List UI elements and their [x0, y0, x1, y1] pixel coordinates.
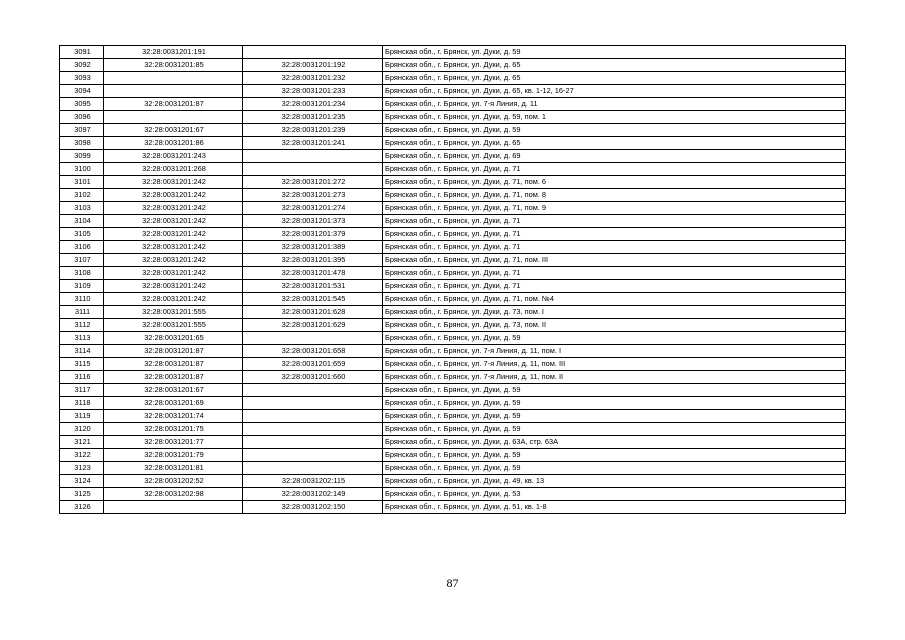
cadastral-number-cell: 32:28:0031201:65 — [104, 332, 243, 345]
cadastral-number-cell: 32:28:0031201:67 — [104, 124, 243, 137]
row-number-cell: 3106 — [60, 241, 104, 254]
object-cadastral-number-cell: 32:28:0031201:373 — [243, 215, 383, 228]
address-cell: Брянская обл., г. Брянск, ул. Дуки, д. 71 — [383, 163, 846, 176]
address-cell: Брянская обл., г. Брянск, ул. 7-я Линия, д. 11 — [383, 98, 846, 111]
object-cadastral-number-cell — [243, 397, 383, 410]
cadastral-number-cell: 32:28:0031201:87 — [104, 98, 243, 111]
row-number-cell: 3116 — [60, 371, 104, 384]
address-cell: Брянская обл., г. Брянск, ул. Дуки, д. 73, пом. II — [383, 319, 846, 332]
object-cadastral-number-cell: 32:28:0031201:379 — [243, 228, 383, 241]
table-row — [60, 358, 846, 371]
row-number-cell: 3098 — [60, 137, 104, 150]
object-cadastral-number-cell: 32:28:0031201:658 — [243, 345, 383, 358]
cadastral-number-cell: 32:28:0031201:243 — [104, 150, 243, 163]
object-cadastral-number-cell — [243, 163, 383, 176]
table-row — [60, 501, 846, 514]
table-row — [60, 202, 846, 215]
address-cell: Брянская обл., г. Брянск, ул. Дуки, д. 65 — [383, 137, 846, 150]
row-number-cell: 3111 — [60, 306, 104, 319]
row-number-cell: 3114 — [60, 345, 104, 358]
table-row — [60, 371, 846, 384]
row-number-cell: 3123 — [60, 462, 104, 475]
object-cadastral-number-cell — [243, 46, 383, 59]
cadastral-number-cell: 32:28:0031201:242 — [104, 267, 243, 280]
table-row — [60, 176, 846, 189]
address-cell: Брянская обл., г. Брянск, ул. Дуки, д. 53 — [383, 488, 846, 501]
address-cell: Брянская обл., г. Брянск, ул. Дуки, д. 63А, стр. 63А — [383, 436, 846, 449]
object-cadastral-number-cell: 32:28:0031201:660 — [243, 371, 383, 384]
cadastral-number-cell: 32:28:0031201:242 — [104, 215, 243, 228]
row-number-cell: 3096 — [60, 111, 104, 124]
row-number-cell: 3110 — [60, 293, 104, 306]
object-cadastral-number-cell: 32:28:0031201:241 — [243, 137, 383, 150]
object-cadastral-number-cell — [243, 410, 383, 423]
address-cell: Брянская обл., г. Брянск, ул. Дуки, д. 59 — [383, 410, 846, 423]
address-cell: Брянская обл., г. Брянск, ул. Дуки, д. 71 — [383, 215, 846, 228]
row-number-cell: 3093 — [60, 72, 104, 85]
cadastral-number-cell: 32:28:0031201:85 — [104, 59, 243, 72]
object-cadastral-number-cell: 32:28:0031202:149 — [243, 488, 383, 501]
cadastral-number-cell: 32:28:0031201:555 — [104, 306, 243, 319]
cadastral-number-cell: 32:28:0031201:242 — [104, 176, 243, 189]
address-cell: Брянская обл., г. Брянск, ул. Дуки, д. 71, пом. III — [383, 254, 846, 267]
cadastral-number-cell: 32:28:0031201:87 — [104, 371, 243, 384]
cadastral-number-cell: 32:28:0031201:242 — [104, 241, 243, 254]
object-cadastral-number-cell: 32:28:0031201:659 — [243, 358, 383, 371]
row-number-cell: 3091 — [60, 46, 104, 59]
cadastral-number-cell: 32:28:0031201:555 — [104, 319, 243, 332]
row-number-cell: 3120 — [60, 423, 104, 436]
table-row — [60, 436, 846, 449]
cadastral-number-cell: 32:28:0031201:69 — [104, 397, 243, 410]
address-cell: Брянская обл., г. Брянск, ул. Дуки, д. 59 — [383, 384, 846, 397]
address-cell: Брянская обл., г. Брянск, ул. Дуки, д. 71 — [383, 241, 846, 254]
object-cadastral-number-cell — [243, 462, 383, 475]
object-cadastral-number-cell: 32:28:0031201:545 — [243, 293, 383, 306]
table-row — [60, 111, 846, 124]
row-number-cell: 3095 — [60, 98, 104, 111]
address-cell: Брянская обл., г. Брянск, ул. Дуки, д. 71 — [383, 267, 846, 280]
row-number-cell: 3117 — [60, 384, 104, 397]
row-number-cell: 3100 — [60, 163, 104, 176]
address-cell: Брянская обл., г. Брянск, ул. Дуки, д. 65 — [383, 72, 846, 85]
address-cell: Брянская обл., г. Брянск, ул. Дуки, д. 71 — [383, 228, 846, 241]
cadastral-number-cell: 32:28:0031201:79 — [104, 449, 243, 462]
row-number-cell: 3103 — [60, 202, 104, 215]
object-cadastral-number-cell — [243, 423, 383, 436]
address-cell: Брянская обл., г. Брянск, ул. 7-я Линия, д. 11, пом. I — [383, 345, 846, 358]
cadastral-number-cell: 32:28:0031201:242 — [104, 293, 243, 306]
address-cell: Брянская обл., г. Брянск, ул. Дуки, д. 71, пом. 6 — [383, 176, 846, 189]
table-row — [60, 267, 846, 280]
table-row — [60, 319, 846, 332]
cadastral-number-cell: 32:28:0031201:77 — [104, 436, 243, 449]
table-row — [60, 449, 846, 462]
cadastral-number-cell — [104, 85, 243, 98]
object-cadastral-number-cell: 32:28:0031201:273 — [243, 189, 383, 202]
cadastral-number-cell — [104, 501, 243, 514]
table-row — [60, 462, 846, 475]
table-row — [60, 293, 846, 306]
cadastral-number-cell: 32:28:0031201:191 — [104, 46, 243, 59]
address-cell: Брянская обл., г. Брянск, ул. 7-я Линия, д. 11, пом. II — [383, 371, 846, 384]
table-row — [60, 59, 846, 72]
row-number-cell: 3124 — [60, 475, 104, 488]
object-cadastral-number-cell — [243, 449, 383, 462]
table-row — [60, 241, 846, 254]
address-cell: Брянская обл., г. Брянск, ул. Дуки, д. 51, кв. 1-8 — [383, 501, 846, 514]
address-cell: Брянская обл., г. Брянск, ул. Дуки, д. 59 — [383, 46, 846, 59]
address-cell: Брянская обл., г. Брянск, ул. Дуки, д. 59 — [383, 397, 846, 410]
cadastral-number-cell: 32:28:0031202:52 — [104, 475, 243, 488]
table-row — [60, 397, 846, 410]
table-row — [60, 98, 846, 111]
row-number-cell: 3125 — [60, 488, 104, 501]
table-row — [60, 280, 846, 293]
address-cell: Брянская обл., г. Брянск, ул. Дуки, д. 73, пом. I — [383, 306, 846, 319]
row-number-cell: 3113 — [60, 332, 104, 345]
address-cell: Брянская обл., г. Брянск, ул. Дуки, д. 65, кв. 1-12, 16-27 — [383, 85, 846, 98]
table-row — [60, 85, 846, 98]
row-number-cell: 3102 — [60, 189, 104, 202]
cadastral-number-cell: 32:28:0031201:87 — [104, 358, 243, 371]
address-cell: Брянская обл., г. Брянск, ул. Дуки, д. 71, пом. №4 — [383, 293, 846, 306]
address-cell: Брянская обл., г. Брянск, ул. 7-я Линия, д. 11, пом. III — [383, 358, 846, 371]
row-number-cell: 3105 — [60, 228, 104, 241]
object-cadastral-number-cell — [243, 332, 383, 345]
page-number: 87 — [446, 576, 459, 590]
registry-table-body — [60, 46, 846, 514]
object-cadastral-number-cell: 32:28:0031201:233 — [243, 85, 383, 98]
address-cell: Брянская обл., г. Брянск, ул. Дуки, д. 71 — [383, 280, 846, 293]
cadastral-number-cell: 32:28:0031201:242 — [104, 189, 243, 202]
row-number-cell: 3092 — [60, 59, 104, 72]
address-cell: Брянская обл., г. Брянск, ул. Дуки, д. 59, пом. 1 — [383, 111, 846, 124]
object-cadastral-number-cell: 32:28:0031202:115 — [243, 475, 383, 488]
object-cadastral-number-cell: 32:28:0031201:478 — [243, 267, 383, 280]
table-row — [60, 215, 846, 228]
cadastral-number-cell: 32:28:0031201:268 — [104, 163, 243, 176]
row-number-cell: 3118 — [60, 397, 104, 410]
cadastral-number-cell: 32:28:0031201:75 — [104, 423, 243, 436]
address-cell: Брянская обл., г. Брянск, ул. Дуки, д. 59 — [383, 423, 846, 436]
cadastral-number-cell: 32:28:0031202:98 — [104, 488, 243, 501]
cadastral-number-cell: 32:28:0031201:242 — [104, 280, 243, 293]
object-cadastral-number-cell: 32:28:0031201:232 — [243, 72, 383, 85]
table-row — [60, 423, 846, 436]
row-number-cell: 3109 — [60, 280, 104, 293]
object-cadastral-number-cell: 32:28:0031201:395 — [243, 254, 383, 267]
table-row — [60, 410, 846, 423]
object-cadastral-number-cell: 32:28:0031201:239 — [243, 124, 383, 137]
row-number-cell: 3121 — [60, 436, 104, 449]
cadastral-number-cell — [104, 111, 243, 124]
object-cadastral-number-cell: 32:28:0031201:272 — [243, 176, 383, 189]
table-row — [60, 124, 846, 137]
cadastral-number-cell: 32:28:0031201:81 — [104, 462, 243, 475]
registry-table — [59, 45, 846, 514]
row-number-cell: 3115 — [60, 358, 104, 371]
cadastral-number-cell: 32:28:0031201:242 — [104, 202, 243, 215]
table-row — [60, 72, 846, 85]
document-page — [59, 45, 845, 514]
object-cadastral-number-cell: 32:28:0031201:531 — [243, 280, 383, 293]
table-row — [60, 384, 846, 397]
object-cadastral-number-cell: 32:28:0031201:234 — [243, 98, 383, 111]
object-cadastral-number-cell — [243, 436, 383, 449]
address-cell: Брянская обл., г. Брянск, ул. Дуки, д. 59 — [383, 332, 846, 345]
object-cadastral-number-cell — [243, 384, 383, 397]
row-number-cell: 3108 — [60, 267, 104, 280]
table-row — [60, 488, 846, 501]
address-cell: Брянская обл., г. Брянск, ул. Дуки, д. 59 — [383, 462, 846, 475]
row-number-cell: 3119 — [60, 410, 104, 423]
address-cell: Брянская обл., г. Брянск, ул. Дуки, д. 69 — [383, 150, 846, 163]
row-number-cell: 3097 — [60, 124, 104, 137]
table-row — [60, 475, 846, 488]
address-cell: Брянская обл., г. Брянск, ул. Дуки, д. 49, кв. 13 — [383, 475, 846, 488]
table-row — [60, 163, 846, 176]
cadastral-number-cell: 32:28:0031201:242 — [104, 228, 243, 241]
address-cell: Брянская обл., г. Брянск, ул. Дуки, д. 71, пом. 8 — [383, 189, 846, 202]
object-cadastral-number-cell: 32:28:0031201:235 — [243, 111, 383, 124]
cadastral-number-cell — [104, 72, 243, 85]
table-row — [60, 332, 846, 345]
address-cell: Брянская обл., г. Брянск, ул. Дуки, д. 59 — [383, 449, 846, 462]
object-cadastral-number-cell: 32:28:0031201:629 — [243, 319, 383, 332]
table-row — [60, 137, 846, 150]
cadastral-number-cell: 32:28:0031201:87 — [104, 345, 243, 358]
table-row — [60, 228, 846, 241]
row-number-cell: 3112 — [60, 319, 104, 332]
cadastral-number-cell: 32:28:0031201:74 — [104, 410, 243, 423]
object-cadastral-number-cell: 32:28:0031201:192 — [243, 59, 383, 72]
row-number-cell: 3099 — [60, 150, 104, 163]
cadastral-number-cell: 32:28:0031201:86 — [104, 137, 243, 150]
cadastral-number-cell: 32:28:0031201:242 — [104, 254, 243, 267]
address-cell: Брянская обл., г. Брянск, ул. Дуки, д. 65 — [383, 59, 846, 72]
cadastral-number-cell: 32:28:0031201:67 — [104, 384, 243, 397]
address-cell: Брянская обл., г. Брянск, ул. Дуки, д. 59 — [383, 124, 846, 137]
table-row — [60, 306, 846, 319]
row-number-cell: 3101 — [60, 176, 104, 189]
table-row — [60, 254, 846, 267]
object-cadastral-number-cell: 32:28:0031201:274 — [243, 202, 383, 215]
table-row — [60, 345, 846, 358]
object-cadastral-number-cell: 32:28:0031201:628 — [243, 306, 383, 319]
table-row — [60, 189, 846, 202]
address-cell: Брянская обл., г. Брянск, ул. Дуки, д. 71, пом. 9 — [383, 202, 846, 215]
object-cadastral-number-cell: 32:28:0031202:150 — [243, 501, 383, 514]
table-row — [60, 150, 846, 163]
row-number-cell: 3122 — [60, 449, 104, 462]
row-number-cell: 3104 — [60, 215, 104, 228]
table-row — [60, 46, 846, 59]
object-cadastral-number-cell: 32:28:0031201:389 — [243, 241, 383, 254]
row-number-cell: 3126 — [60, 501, 104, 514]
row-number-cell: 3107 — [60, 254, 104, 267]
object-cadastral-number-cell — [243, 150, 383, 163]
row-number-cell: 3094 — [60, 85, 104, 98]
